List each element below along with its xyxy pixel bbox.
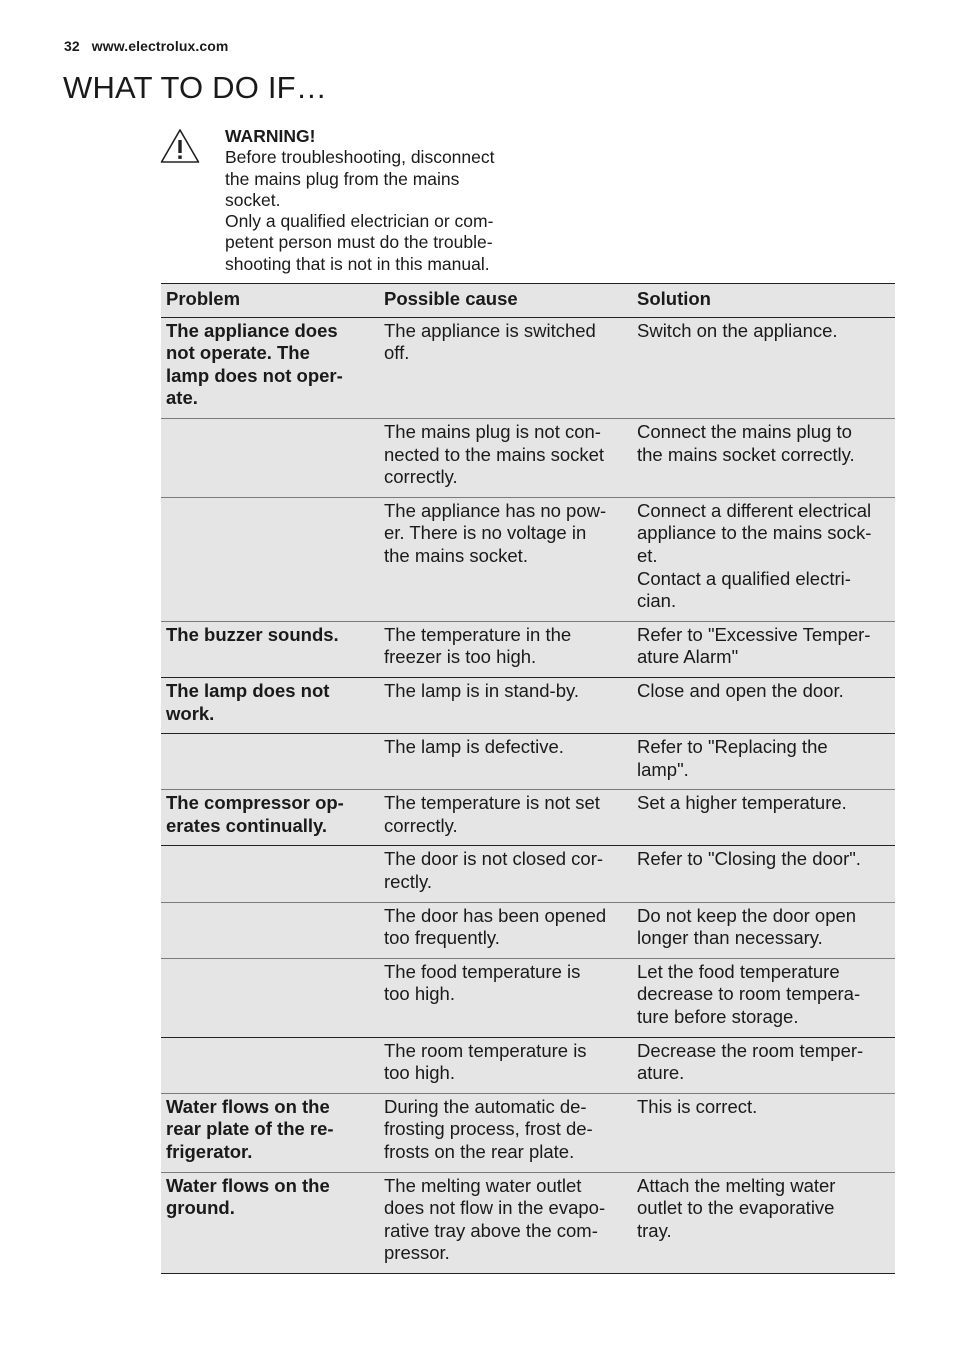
table-row: [161, 846, 895, 902]
cell-text-line: The mains plug is not con-: [384, 420, 601, 442]
cell-problem: [161, 846, 379, 902]
cell-solution: [632, 677, 895, 733]
cell-text-line: Connect a different electrical: [637, 499, 872, 521]
table-header-row: [161, 284, 895, 318]
cell-text-line: does not flow in the evapo-: [384, 1197, 606, 1219]
warning-heading: WARNING!: [225, 126, 316, 146]
cell-solution: [632, 497, 895, 621]
cell-text-line: Set a higher temperature.: [637, 792, 847, 814]
cell-text-line: The temperature in the: [384, 623, 572, 645]
cell-text-line: ature.: [637, 1062, 685, 1084]
cell-solution: [632, 1172, 895, 1273]
column-header-solution: Solution: [632, 284, 895, 318]
cell-text-line: The melting water outlet: [384, 1174, 582, 1196]
cell-possible-cause: [379, 317, 632, 418]
warning-line: Only a qualified electrician or com-: [225, 211, 494, 232]
cell-possible-cause: [379, 418, 632, 497]
cell-problem: [161, 677, 379, 733]
cell-text-line: Connect the mains plug to: [637, 420, 852, 442]
cell-problem: [161, 1093, 379, 1172]
cell-solution: [632, 958, 895, 1037]
cell-text-line: rear plate of the re-: [166, 1118, 334, 1140]
cell-text-line: appliance to the mains sock-: [637, 522, 872, 544]
warning-line: petent person must do the trouble-: [225, 232, 493, 253]
cell-text-line: not operate. The: [166, 342, 310, 364]
cell-text-line: outlet to the evaporative: [637, 1197, 835, 1219]
cell-problem: [161, 958, 379, 1037]
cell-problem: [161, 418, 379, 497]
cell-text-line: nected to the mains socket: [384, 443, 605, 465]
cell-text-line: During the automatic de-: [384, 1095, 587, 1117]
cell-text-line: The door has been opened: [384, 904, 607, 926]
cell-text-line: Contact a qualified electri-: [637, 567, 851, 589]
cell-text-line: Water flows on the: [166, 1174, 330, 1196]
cell-text-line: frigerator.: [166, 1141, 253, 1162]
cell-text-line: Refer to "Replacing the: [637, 736, 828, 758]
table-row: [161, 418, 895, 497]
cell-text-line: pressor.: [384, 1242, 450, 1264]
warning-text: [225, 126, 520, 275]
cell-text-line: erates continually.: [166, 814, 328, 836]
cell-text-line: ture before storage.: [637, 1006, 799, 1028]
cell-possible-cause: [379, 1172, 632, 1273]
table-row: [161, 621, 895, 677]
page-header: [64, 38, 228, 54]
cell-possible-cause: [379, 1093, 632, 1172]
cell-possible-cause: [379, 790, 632, 846]
cell-possible-cause: [379, 902, 632, 958]
cell-possible-cause: [379, 846, 632, 902]
cell-text-line: rative tray above the com-: [384, 1219, 598, 1241]
cell-problem: [161, 1037, 379, 1093]
cell-possible-cause: [379, 958, 632, 1037]
cell-text-line: ature Alarm": [637, 646, 739, 668]
cell-text-line: ground.: [166, 1197, 235, 1219]
cell-text-line: This is correct.: [637, 1095, 758, 1117]
cell-text-line: lamp".: [637, 758, 689, 780]
cell-text-line: Refer to "Closing the door".: [637, 848, 861, 870]
cell-text-line: Switch on the appliance.: [637, 319, 838, 341]
cell-solution: [632, 418, 895, 497]
cell-text-line: Do not keep the door open: [637, 904, 857, 926]
warning-line: the mains plug from the mains: [225, 168, 460, 189]
cell-text-line: correctly.: [384, 814, 458, 836]
warning-line: Before troubleshooting, disconnect: [225, 147, 495, 168]
cell-solution: [632, 621, 895, 677]
cell-text-line: rectly.: [384, 871, 432, 893]
cell-text-line: The appliance is switched: [384, 319, 596, 341]
cell-text-line: Close and open the door.: [637, 679, 844, 701]
cell-possible-cause: [379, 497, 632, 621]
cell-text-line: correctly.: [384, 466, 458, 488]
cell-solution: [632, 902, 895, 958]
cell-text-line: decrease to room tempera-: [637, 983, 861, 1005]
cell-solution: [632, 1093, 895, 1172]
cell-text-line: The appliance has no pow-: [384, 499, 607, 521]
cell-problem: [161, 790, 379, 846]
table-row: [161, 497, 895, 621]
table-row: [161, 958, 895, 1037]
column-header-cause: Possible cause: [379, 284, 632, 318]
cell-solution: [632, 846, 895, 902]
table-row: [161, 317, 895, 418]
cell-text-line: Attach the melting water: [637, 1174, 836, 1196]
cell-text-line: longer than necessary.: [637, 927, 823, 949]
cell-text-line: Let the food temperature: [637, 960, 840, 982]
cell-problem: [161, 902, 379, 958]
cell-text-line: tray.: [637, 1219, 672, 1241]
cell-solution: [632, 317, 895, 418]
table-row: [161, 677, 895, 733]
cell-text-line: the mains socket.: [384, 544, 528, 566]
warning-line: shooting that is not in this manual.: [225, 253, 490, 274]
cell-possible-cause: [379, 621, 632, 677]
cell-text-line: Refer to "Excessive Temper-: [637, 623, 871, 645]
cell-text-line: ate.: [166, 387, 198, 409]
page-number: 32: [64, 38, 80, 54]
cell-solution: [632, 734, 895, 790]
cell-solution: [632, 790, 895, 846]
table-row: [161, 734, 895, 790]
cell-text-line: too high.: [384, 1062, 455, 1084]
troubleshooting-table: [161, 283, 895, 1274]
cell-text-line: The compressor op-: [166, 792, 344, 814]
table-row: [161, 902, 895, 958]
column-header-problem: Problem: [161, 284, 379, 318]
cell-text-line: Decrease the room temper-: [637, 1039, 864, 1061]
cell-possible-cause: [379, 677, 632, 733]
cell-text-line: work.: [166, 702, 215, 724]
warning-triangle-icon: [160, 128, 200, 164]
cell-problem: [161, 734, 379, 790]
cell-text-line: The room temperature is: [384, 1039, 587, 1061]
table-row: [161, 1093, 895, 1172]
cell-text-line: The temperature is not set: [384, 792, 600, 814]
cell-problem: [161, 317, 379, 418]
cell-text-line: The buzzer sounds.: [166, 623, 339, 645]
cell-text-line: The appliance does: [166, 319, 338, 341]
cell-possible-cause: [379, 1037, 632, 1093]
troubleshooting-table-wrap: [161, 283, 895, 1274]
cell-text-line: lamp does not oper-: [166, 364, 343, 386]
cell-text-line: et.: [637, 544, 658, 566]
cell-text-line: too high.: [384, 983, 455, 1005]
cell-text-line: The lamp is in stand-by.: [384, 679, 580, 701]
page-title: WHAT TO DO IF…: [63, 70, 328, 105]
table-row: [161, 1037, 895, 1093]
cell-text-line: too frequently.: [384, 927, 500, 949]
cell-problem: [161, 497, 379, 621]
website-url[interactable]: www.electrolux.com: [91, 38, 229, 54]
cell-text-line: The door is not closed cor-: [384, 848, 604, 870]
cell-text-line: off.: [384, 342, 410, 364]
cell-text-line: er. There is no voltage in: [384, 522, 587, 544]
cell-solution: [632, 1037, 895, 1093]
cell-text-line: cian.: [637, 590, 677, 612]
table-body: [161, 317, 895, 1273]
cell-text-line: The lamp does not: [166, 679, 330, 701]
table-row: [161, 790, 895, 846]
cell-text-line: frosting process, frost de-: [384, 1118, 593, 1140]
cell-text-line: The food temperature is: [384, 960, 581, 982]
cell-problem: [161, 1172, 379, 1273]
cell-text-line: frosts on the rear plate.: [384, 1141, 575, 1162]
cell-possible-cause: [379, 734, 632, 790]
cell-text-line: the mains socket correctly.: [637, 443, 855, 465]
cell-text-line: The lamp is defective.: [384, 736, 564, 758]
cell-problem: [161, 621, 379, 677]
warning-line: socket.: [225, 189, 281, 210]
cell-text-line: Water flows on the: [166, 1095, 330, 1117]
table-row: [161, 1172, 895, 1273]
cell-text-line: freezer is too high.: [384, 646, 537, 668]
